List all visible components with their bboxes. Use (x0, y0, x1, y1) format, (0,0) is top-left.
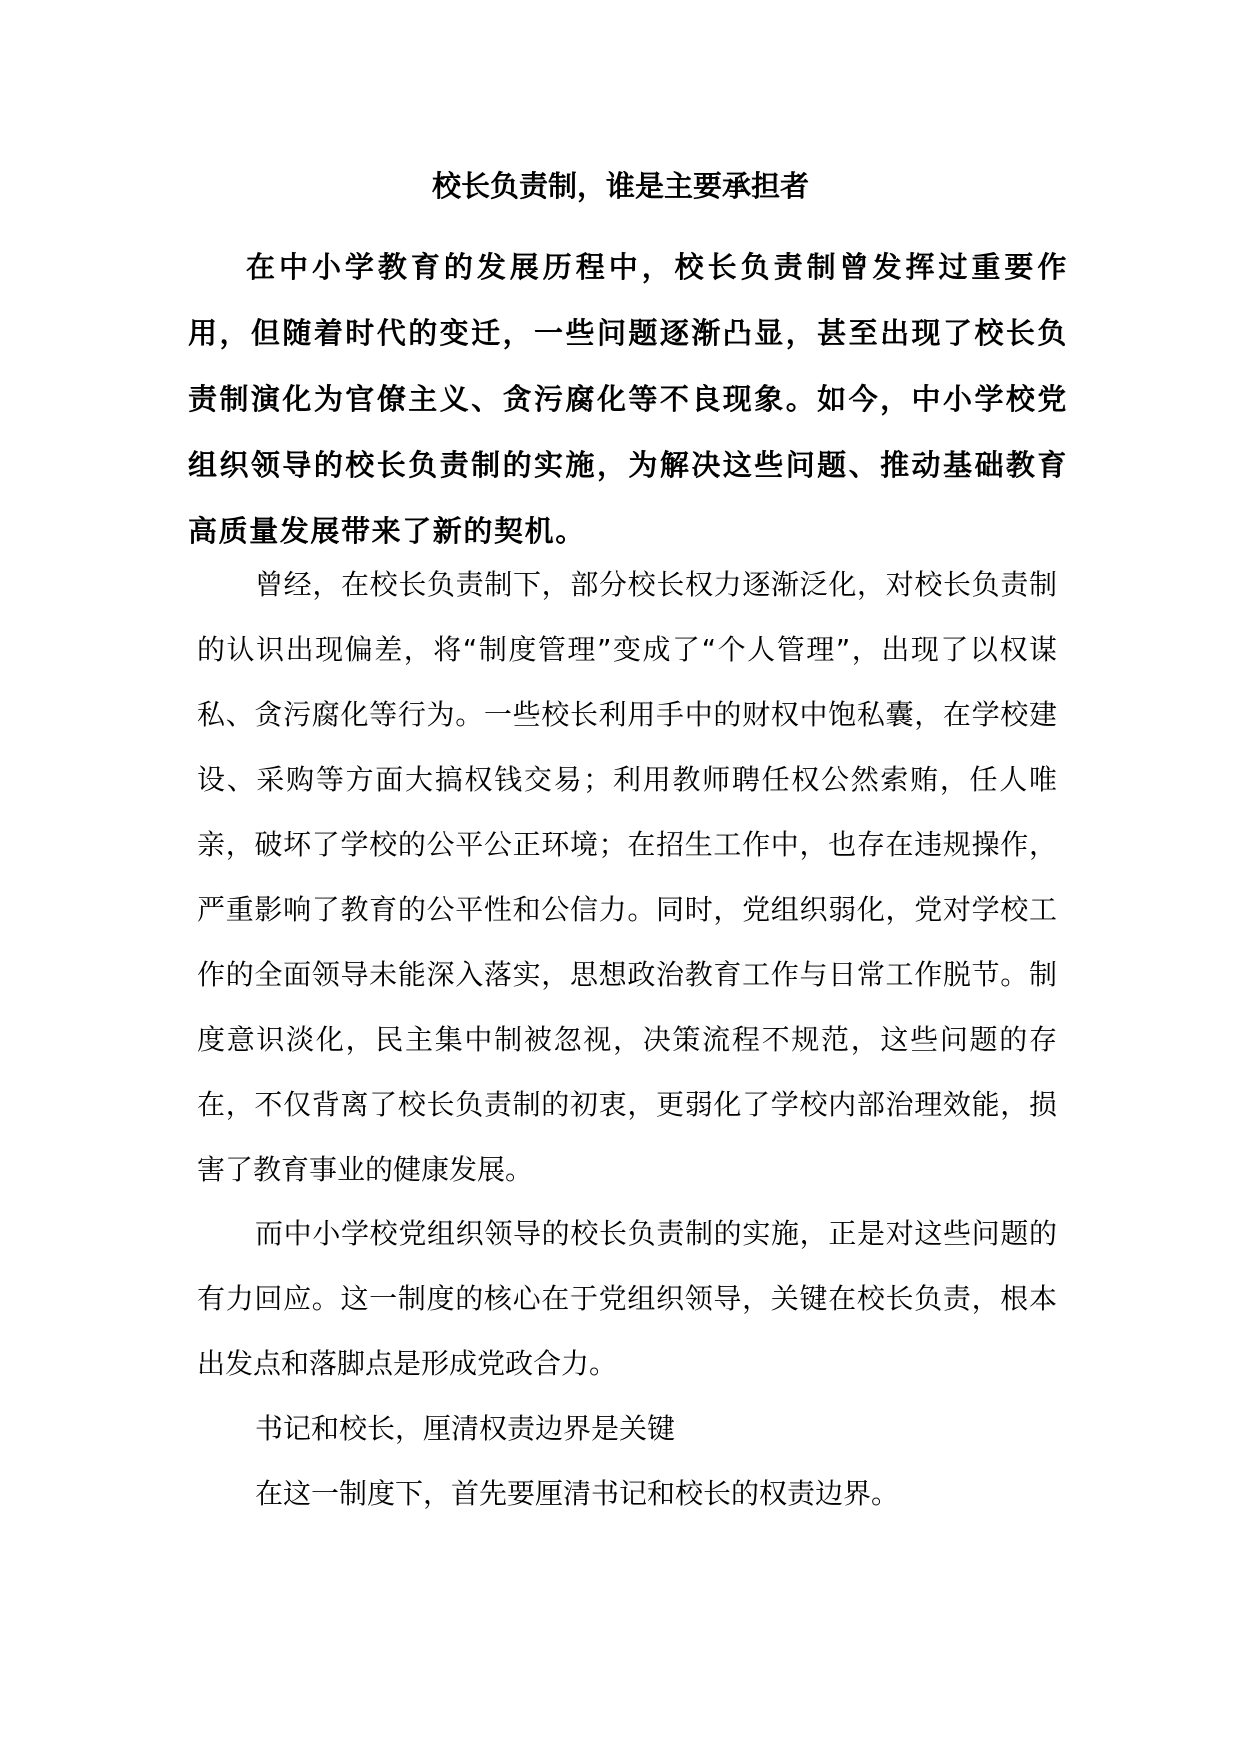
paragraph-intro: 在中小学教育的发展历程中，校长负责制曾发挥过重要作用，但随着时代的变迁，一些问题逐渐凸显，甚至出现了校长负责制演化为官僚主义、贪污腐化等不良现象。如今，中小学校党组织领导的校长负责制的实施，为解决这些问题、推动基础教育高质量发展带来了新的契机。 (188, 250, 1068, 548)
paragraph-response: 而中小学校党组织领导的校长负责制的实施，正是对这些问题的有力回应。这一制度的核心在于党组织领导，关键在校长负责，根本出发点和落脚点是形成党政合力。 (197, 1217, 1057, 1380)
paragraph-boundaries: 在这一制度下，首先要厘清书记和校长的权责边界。 (255, 1477, 900, 1510)
section-heading: 书记和校长，厘清权责边界是关键 (255, 1412, 676, 1445)
paragraph-problems: 曾经，在校长负责制下，部分校长权力逐渐泛化，对校长负责制的认识出现偏差，将“制度管理”变成了“个人管理”，出现了以权谋私、贪污腐化等行为。一些校长利用手中的财权中饱私囊，在学校建设、采购等方面大搞权钱交易；利用教师聘任权公然索贿，任人唯亲，破坏了学校的公平公正环境；在招生工作中，也存在违规操作，严重影响了教育的公平性和公信力。同时，党组织弱化，党对学校工作的全面领导未能深入落实，思想政治教育工作与日常工作脱节。制度意识淡化，民主集中制被忽视，决策流程不规范，这些问题的存在，不仅背离了校长负责制的初衷，更弱化了学校内部治理效能，损害了教育事业的健康发展。 (197, 568, 1057, 1186)
document-title: 校长负责制，谁是主要承担者 (431, 169, 809, 203)
